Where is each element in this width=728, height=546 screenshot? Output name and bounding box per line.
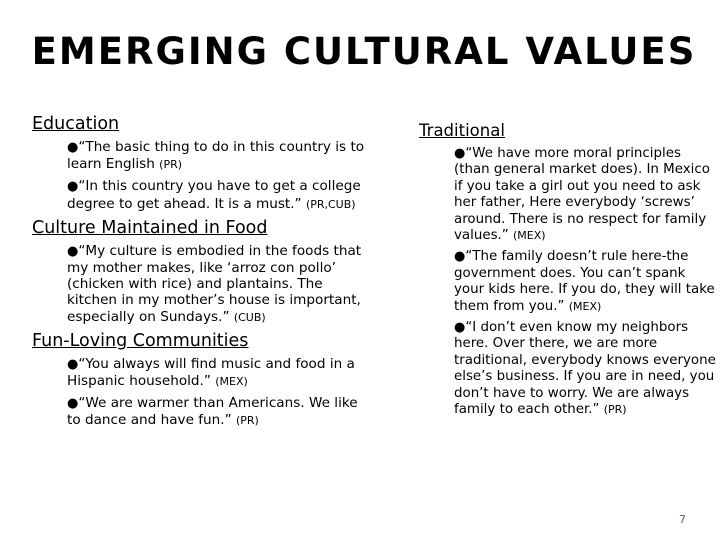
quote-text: “You always will find music and food in a Hispanic household.” <box>67 355 355 390</box>
section-education <box>32 114 372 213</box>
quote-item <box>67 395 372 429</box>
quote-item <box>67 243 372 326</box>
bullet-icon: ● <box>67 179 79 195</box>
quote-item <box>67 356 372 390</box>
section-heading: Culture Maintained in Food <box>32 217 268 238</box>
section-heading: Fun-Loving Communities <box>32 330 249 351</box>
quote-source: (PR) <box>235 414 259 428</box>
quote-text: “We are warmer than Americans. We like to dance and have fun.” <box>67 395 358 429</box>
section-heading: Education <box>32 114 120 134</box>
quote-source: (MEX) <box>568 299 602 313</box>
bullet-icon: ● <box>454 249 466 265</box>
quote-source: (PR) <box>603 403 627 417</box>
page-number: 7 <box>679 513 686 526</box>
quote-source: (PR) <box>159 158 183 172</box>
left-column <box>32 114 372 435</box>
quote-text: “My culture is embodied in the foods that my mother makes, like ‘arroz con pollo’ (chicken with rice) and plantains. The kitchen in my mother’s house is important, especially on Sundays.” <box>67 242 362 325</box>
bullet-icon: ● <box>67 243 79 259</box>
quote-source: (MEX) <box>215 375 248 389</box>
quote-text: “I don’t even know my neighbors here. Over there, we are more traditional, everybody knows everyone else’s business. If you are in need, you don’t have to worry. We are always family to each other.” <box>454 320 716 418</box>
section-fun-loving <box>32 331 372 430</box>
quote-source: (PR,CUB) <box>305 197 356 211</box>
section-heading: Traditional <box>419 121 505 140</box>
bullet-icon: ● <box>67 396 79 412</box>
quote-source: (MEX) <box>513 229 546 243</box>
quote-item <box>454 320 716 418</box>
quote-text: “The family doesn’t rule here-the government does. You can’t spank your kids here. If you do, they will take them from you.” <box>454 249 715 314</box>
quote-item <box>454 146 716 244</box>
section-food <box>32 218 372 326</box>
quote-text: “In this country you have to get a college degree to get ahead. It is a must.” <box>67 178 361 212</box>
quote-text: “We have more moral principles (than general market does). In Mexico if you take a girl out you need to ask her father, Here everybody ‘screws’ around. There is no respect for family values.” <box>454 146 710 244</box>
slide-title: EMERGING CULTURAL VALUES <box>31 30 697 73</box>
quote-text: “The basic thing to do in this country is to learn English <box>67 139 365 173</box>
quote-source: (CUB) <box>233 310 266 324</box>
quote-item <box>67 139 372 173</box>
bullet-icon: ● <box>67 356 79 372</box>
bullet-icon: ● <box>454 320 466 336</box>
bullet-icon: ● <box>454 146 466 161</box>
quote-item <box>67 178 372 212</box>
bullet-icon: ● <box>67 140 79 155</box>
quote-item <box>454 249 716 315</box>
right-column <box>419 121 719 424</box>
